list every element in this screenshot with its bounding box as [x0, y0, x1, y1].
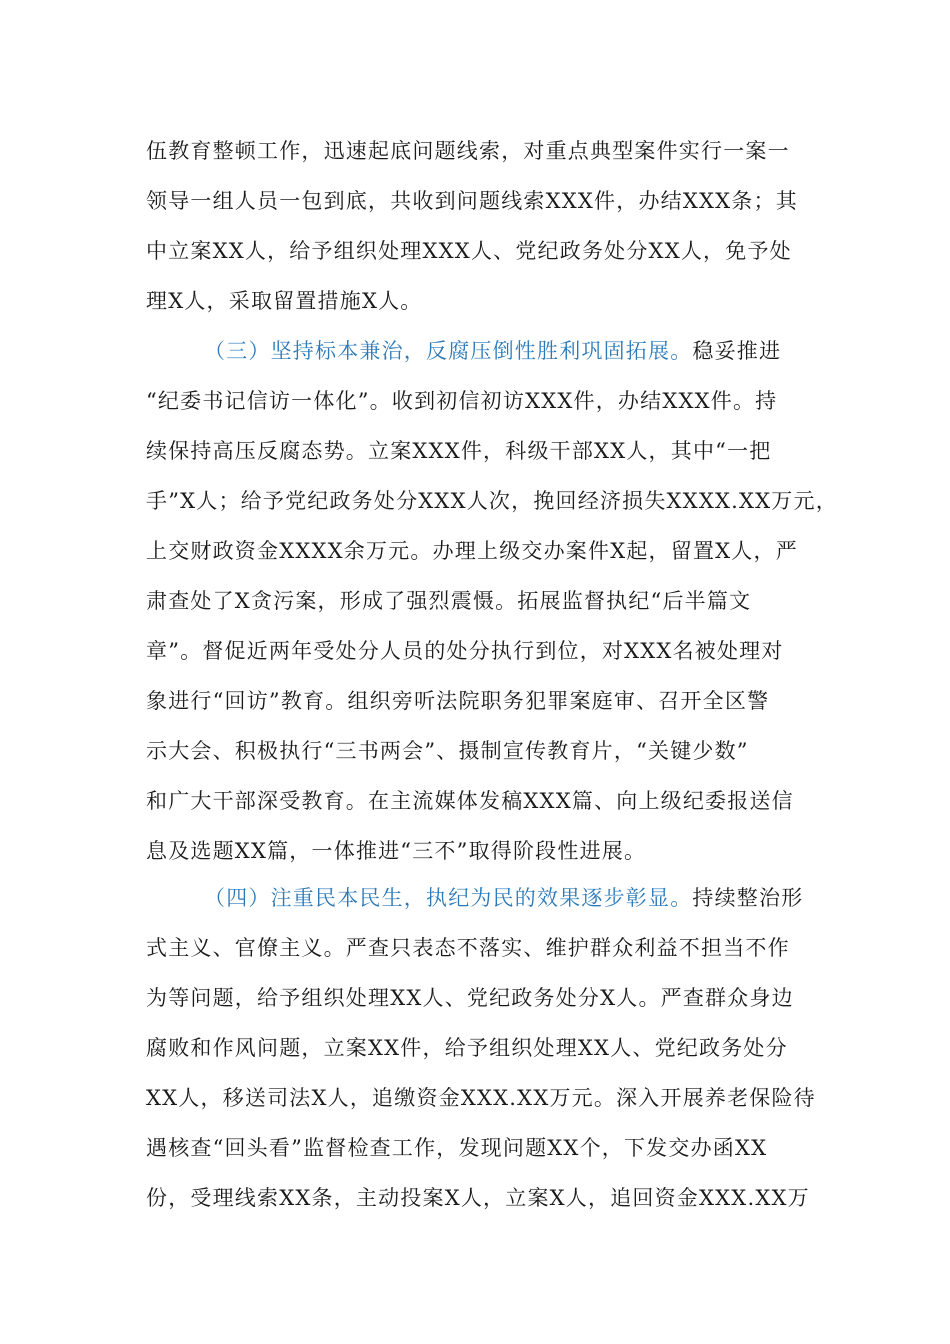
- text-line: 手”X人；给予党纪政务处分XXX人次，挽回经济损失XXXX.XX万元，: [146, 489, 838, 513]
- text-line: 为等问题，给予组织处理XX人、党纪政务处分X人。严查群众身边: [146, 986, 794, 1010]
- text-line: 领导一组人员一包到底，共收到问题线索XXX件，办结XXX条；其: [146, 189, 798, 213]
- text-line: 伍教育整顿工作，迅速起底问题线索，对重点典型案件实行一案一: [146, 139, 790, 163]
- text-line: 示大会、积极执行“三书两会”、摄制宣传教育片，“关键少数”: [146, 739, 749, 763]
- text-line: 和广大干部深受教育。在主流媒体发稿XXX篇、向上级纪委报送信: [146, 789, 794, 813]
- text-line: 息及选题XX篇，一体推进“三不”取得阶段性进展。: [146, 839, 647, 863]
- text-run: 稳妥推进: [692, 339, 782, 363]
- text-line: 象进行“回访”教育。组织旁听法院职务犯罪案庭审、召开全区警: [146, 689, 770, 713]
- paragraph-continuation: [146, 126, 826, 326]
- text-line: “纪委书记信访一体化”。收到初信初访XXX件，办结XXX件。持: [146, 389, 778, 413]
- section-first-line: [146, 873, 826, 923]
- paragraph-section-4: [146, 873, 826, 1223]
- section-heading: （三）坚持标本兼治，反腐压倒性胜利巩固拓展。: [204, 339, 693, 363]
- text-line: 份，受理线索XX条，主动投案X人，立案X人，追回资金XXX.XX万: [146, 1186, 810, 1210]
- text-line: XX人，移送司法X人，追缴资金XXX.XX万元。深入开展养老保险待: [146, 1086, 816, 1110]
- text-line: 肃查处了X贪污案，形成了强烈震慑。拓展监督执纪“后半篇文: [146, 589, 752, 613]
- text-line: 腐败和作风问题，立案XX件，给予组织处理XX人、党纪政务处分: [146, 1036, 788, 1060]
- paragraph-section-3: [146, 326, 838, 876]
- text-line: 遇核查“回头看”监督检查工作，发现问题XX个，下发交办函XX: [146, 1136, 768, 1160]
- section-heading: （四）注重民本民生，执纪为民的效果逐步彰显。: [204, 886, 693, 910]
- text-line: 理X人，采取留置措施X人。: [146, 289, 423, 313]
- text-line: 中立案XX人，给予组织处理XXX人、党纪政务处分XX人，免予处: [146, 239, 792, 263]
- text-line: 章”。督促近两年受处分人员的处分执行到位，对XXX名被处理对: [146, 639, 784, 663]
- text-line: 续保持高压反腐态势。立案XXX件，科级干部XX人，其中“一把: [146, 439, 772, 463]
- text-line: 上交财政资金XXXX余万元。办理上级交办案件X起，留置X人，严: [146, 539, 798, 563]
- text-line: 式主义、官僚主义。严查只表态不落实、维护群众利益不担当不作: [146, 936, 790, 960]
- section-first-line: [146, 326, 826, 376]
- text-run: 持续整治形: [692, 886, 804, 910]
